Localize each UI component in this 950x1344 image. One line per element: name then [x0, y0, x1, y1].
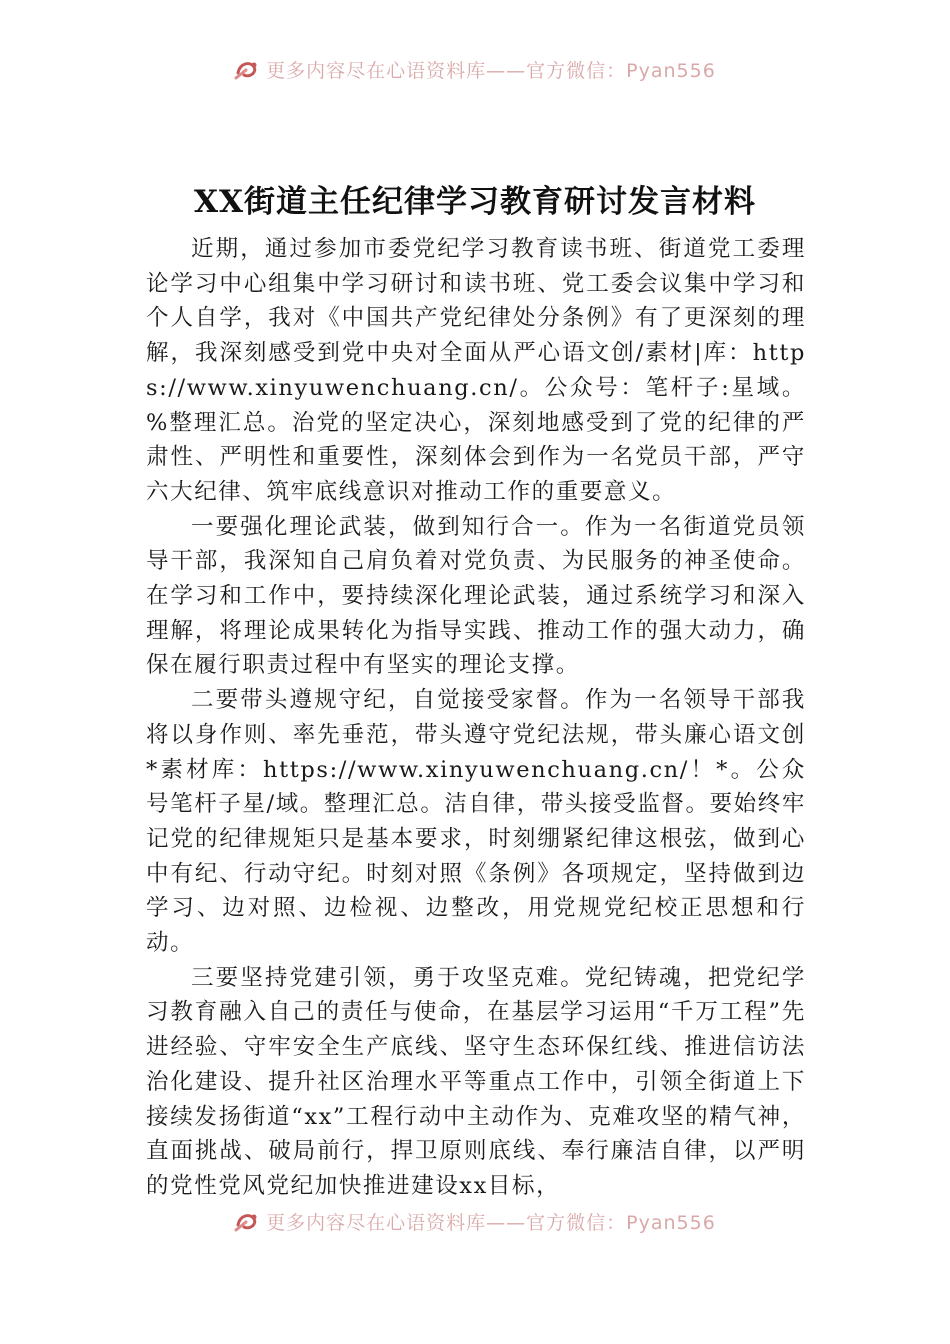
- brand-logo-icon: [234, 1211, 260, 1233]
- paragraph-intro: 近期，通过参加市委党纪学习教育读书班、街道党工委理论学习中心组集中学习研讨和读书班、党工委会议集中学习和个人自学，我对《中国共产党纪律处分条例》有了更深刻的理解，我深刻感受到党中央对全面从严心语文创/素材|库：https://www.xinyuwenchuang.cn/。公众号：笔杆子:星域。%整理汇总。治党的坚定决心，深刻地感受到了党的纪律的严肃性、严明性和重要性，深刻体会到作为一名党员干部，严守六大纪律、筑牢底线意识对推动工作的重要意义。: [146, 236, 806, 505]
- header-watermark: [0, 56, 950, 83]
- footer-watermark: [0, 1208, 950, 1235]
- document-body: [146, 232, 806, 1204]
- document-title: XX街道主任纪律学习教育研讨发言材料: [193, 184, 757, 220]
- watermark-text: 更多内容尽在心语资料库——官方微信：Pyan556: [266, 1212, 716, 1234]
- brand-logo-icon: [234, 59, 260, 81]
- watermark-text: 更多内容尽在心语资料库——官方微信：Pyan556: [266, 60, 716, 82]
- paragraph-point-two: 二要带头遵规守纪，自觉接受家督。作为一名领导干部我将以身作则、率先垂范，带头遵守党纪法规，带头廉心语文创*素材库：https://www.xinyuwenchuang.cn/！*。公众号笔杆子星/域。整理汇总。洁自律，带头接受监督。要始终牢记党的纪律规矩只是基本要求，时刻绷紧纪律这根弦，做到心中有纪、行动守纪。时刻对照《条例》各项规定，坚持做到边学习、边对照、边检视、边整改，用党规党纪校正思想和行动。: [146, 687, 806, 957]
- paragraph-point-three: 三要坚持党建引领，勇于攻坚克难。党纪铸魂，把党纪学习教育融入自己的责任与使命，在基层学习运用“千万工程”先进经验、守牢安全生产底线、坚守生态环保红线、推进信访法治化建设、提升社区治理水平等重点工作中，引领全街道上下接续发扬街道“xx”工程行动中主动作为、克难攻坚的精气神，直面挑战、破局前行，捍卫原则底线、奉行廉洁自律，以严明的党性党风党纪加快推进建设xx目标，: [146, 964, 806, 1199]
- paragraph-point-one: 一要强化理论武装，做到知行合一。作为一名街道党员领导干部，我深知自己肩负着对党负责、为民服务的神圣使命。在学习和工作中，要持续深化理论武装，通过系统学习和深入理解，将理论成果转化为指导实践、推动工作的强大动力，确保在履行职责过程中有坚实的理论支撑。: [146, 513, 806, 679]
